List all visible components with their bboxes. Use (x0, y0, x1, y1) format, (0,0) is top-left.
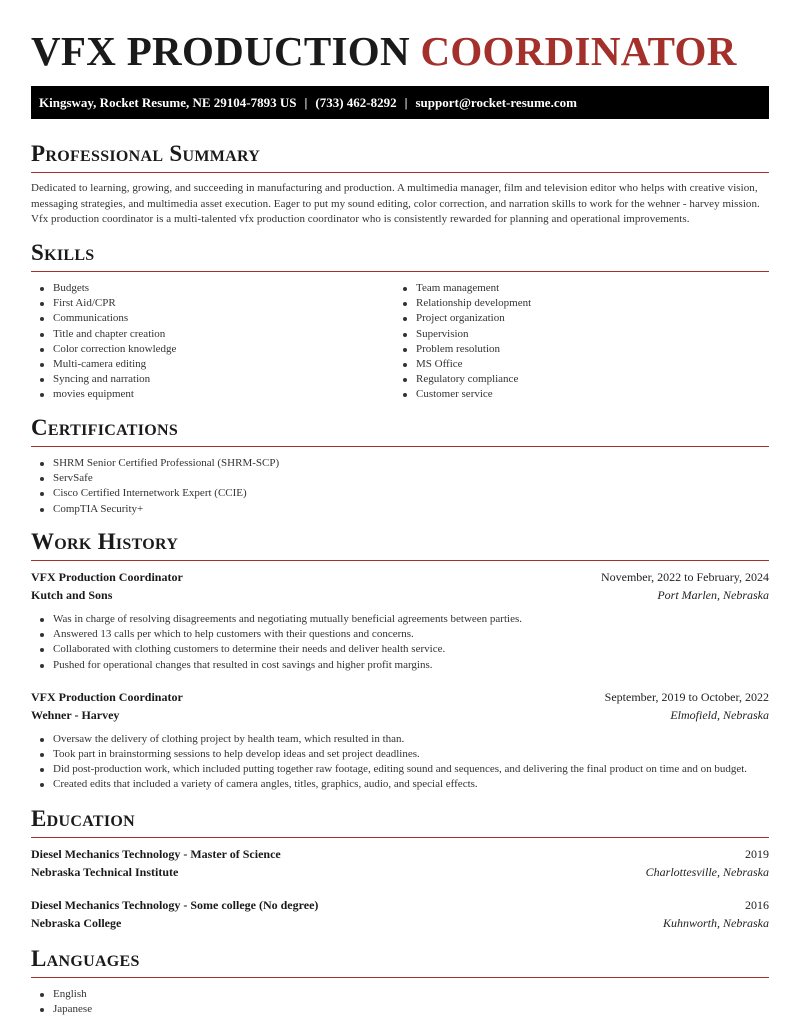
skill-item: Relationship development (394, 296, 757, 311)
job-header-row (31, 568, 769, 586)
certification-item: CompTIA Security+ (31, 502, 769, 517)
certifications-list (31, 456, 769, 517)
skill-item: movies equipment (31, 387, 394, 402)
name-accent: COORDINATOR (420, 28, 737, 74)
education-school-row (31, 863, 769, 881)
skill-item: MS Office (394, 357, 757, 372)
skill-item: Communications (31, 311, 394, 326)
job-bullet: Was in charge of resolving disagreements and negotiating mutually beneficial agreements between parties. (31, 612, 769, 627)
education-year: 2019 (745, 847, 769, 861)
job-bullet: Answered 13 calls per which to help customers with their questions and concerns. (31, 627, 769, 642)
job-title: VFX Production Coordinator (31, 570, 183, 584)
education-school: Nebraska College (31, 916, 122, 930)
section-divider (31, 271, 769, 272)
job-title: VFX Production Coordinator (31, 689, 183, 704)
education-degree: Diesel Mechanics Technology - Master of Science (31, 847, 281, 861)
skill-item: Supervision (394, 327, 757, 342)
section-title: Certifications (31, 415, 179, 440)
languages-section (31, 946, 769, 1017)
job-header-row (31, 688, 769, 706)
job-entry (31, 688, 769, 793)
job-bullet: Collaborated with clothing customers to determine their needs and deliver health service. (31, 642, 769, 657)
name-main: VFX PRODUCTION (31, 28, 410, 74)
section-divider (31, 560, 769, 561)
job-company: Kutch and Sons (31, 588, 113, 602)
language-item: Japanese (31, 1002, 769, 1017)
contact-address: Kingsway, Rocket Resume, NE 29104-7893 US (39, 95, 297, 110)
contact-separator: | (404, 95, 408, 110)
job-company-row (31, 706, 769, 724)
summary-text: Dedicated to learning, growing, and succeeding in manufacturing and production. A multimedia manager, film and television editor who helps with creative vision, messaging strategies, and multimedia asset execution. Eager to put my sound editing, color correction, and narration skills to work for the wehner - harvey mission. Vfx production coordinator is a multi-talented vfx production coordinator who is consistently rewarded for planning and operational improvements. (31, 182, 760, 225)
certification-item: SHRM Senior Certified Professional (SHRM-SCP) (31, 456, 769, 471)
section-divider (31, 172, 769, 173)
education-entry (31, 896, 769, 932)
job-dates: November, 2022 to February, 2024 (600, 570, 769, 584)
section-title: Skills (31, 240, 95, 265)
job-bullets (31, 612, 769, 673)
job-entry (31, 568, 769, 673)
section-title: Work History (31, 529, 179, 554)
education-header-row (31, 896, 769, 914)
resume-page (31, 0, 769, 1016)
job-bullet: Took part in brainstorming sessions to help develop ideas and set project deadlines. (31, 747, 769, 762)
education-header-row (31, 845, 769, 863)
education-year: 2016 (745, 898, 769, 912)
education-list (31, 845, 769, 932)
job-bullet: Did post-production work, which included putting together raw footage, editing sound and sequences, and delivering the final product on time and on budget. (31, 762, 769, 777)
education-degree: Diesel Mechanics Technology - Some college (No degree) (31, 898, 319, 912)
skill-item: Multi-camera editing (31, 357, 394, 372)
job-company: Wehner - Harvey (31, 707, 120, 722)
skill-item: Problem resolution (394, 342, 757, 357)
skills-list-right (394, 281, 757, 403)
certification-item: Cisco Certified Internetwork Expert (CCIE) (31, 486, 769, 501)
skill-item: Team management (394, 281, 757, 296)
section-divider (31, 837, 769, 838)
contact-phone: (733) 462-8292 (315, 95, 397, 110)
contact-email: support@rocket-resume.com (415, 95, 577, 110)
skill-item: Title and chapter creation (31, 327, 394, 342)
skill-item: Syncing and narration (31, 372, 394, 387)
section-title: Education (31, 806, 135, 831)
section-divider (31, 977, 769, 978)
summary-section (31, 141, 769, 228)
languages-list (31, 987, 769, 1017)
skill-item: Project organization (394, 311, 757, 326)
job-bullet: Created edits that included a variety of camera angles, titles, graphics, audio, and special effects. (31, 777, 769, 792)
contact-separator: | (304, 95, 308, 110)
skills-grid (31, 281, 769, 403)
skill-item: Color correction knowledge (31, 342, 394, 357)
section-divider (31, 446, 769, 447)
section-title: Professional Summary (31, 141, 261, 166)
skills-list-left (31, 281, 394, 403)
language-item: English (31, 987, 769, 1002)
contact-bar (31, 86, 769, 119)
certifications-section (31, 415, 769, 517)
work-history-section (31, 529, 769, 793)
skills-section (31, 240, 769, 403)
job-location: Port Marlen, Nebraska (657, 588, 769, 602)
job-bullets (31, 732, 769, 793)
skill-item: Customer service (394, 387, 757, 402)
job-bullet: Pushed for operational changes that resulted in cost savings and higher profit margins. (31, 658, 769, 673)
jobs-list (31, 568, 769, 793)
education-entry (31, 845, 769, 881)
resume-name (31, 0, 769, 77)
section-title: Languages (31, 946, 140, 971)
job-company-row (31, 586, 769, 604)
job-bullet: Oversaw the delivery of clothing project by health team, which resulted in than. (31, 732, 769, 747)
education-location: Charlottesville, Nebraska (645, 865, 769, 879)
education-school: Nebraska Technical Institute (31, 865, 179, 879)
education-section (31, 806, 769, 932)
skill-item: First Aid/CPR (31, 296, 394, 311)
certification-item: ServSafe (31, 471, 769, 486)
education-school-row (31, 914, 769, 932)
skill-item: Budgets (31, 281, 394, 296)
job-location: Elmofield, Nebraska (670, 707, 769, 722)
job-dates: September, 2019 to October, 2022 (604, 689, 769, 704)
skill-item: Regulatory compliance (394, 372, 757, 387)
education-location: Kuhnworth, Nebraska (662, 916, 769, 930)
